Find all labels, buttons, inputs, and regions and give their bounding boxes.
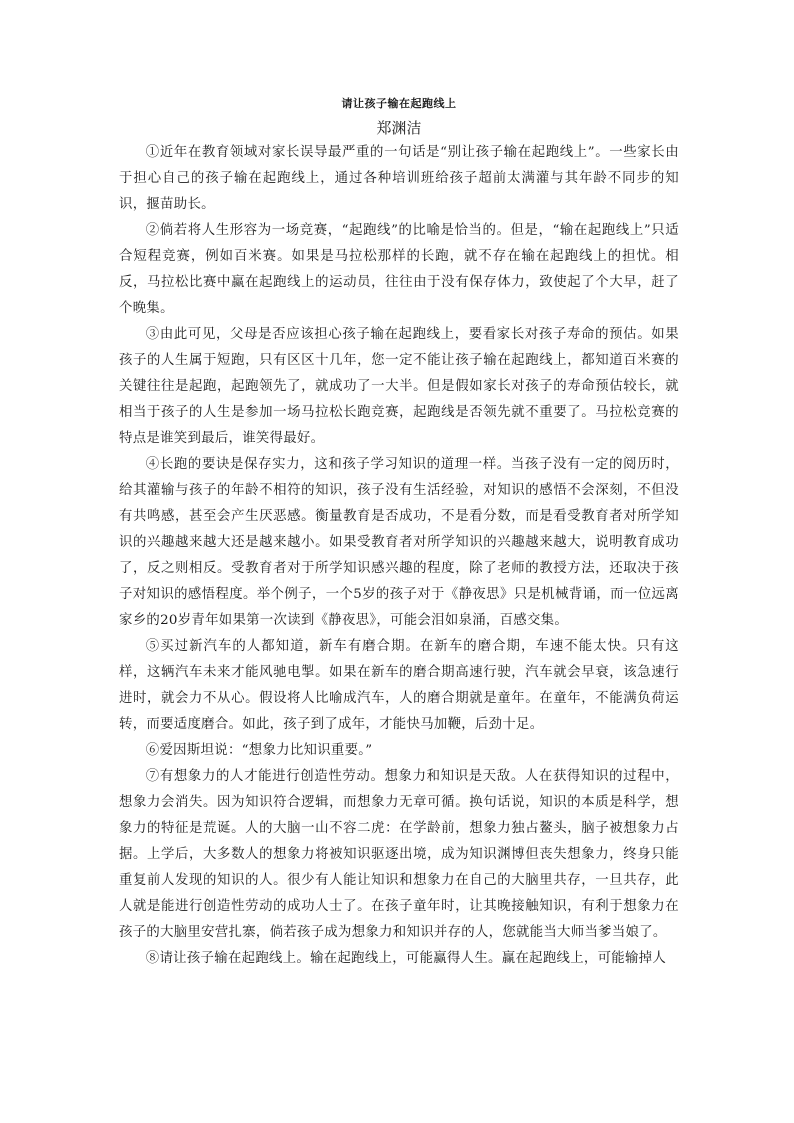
paragraph-3: ③由此可见，父母是否应该担心孩子输在起跑线上，要看家长对孩子寿命的预估。如果孩子的人生属于短跑，只有区区十几年，您一定不能让孩子输在起跑线上，都知道百米赛的关键往往是起跑，起跑领先了，就成功了一大半。但是假如家长对孩子的寿命预估较长，就相当于孩子的人生是参加一场马拉松长跑竞赛，起跑线是否领先就不重要了。马拉松竞赛的特点是谁笑到最后，谁笑得最好。 <box>119 327 679 446</box>
document-page <box>119 96 679 972</box>
paragraph-7: ⑦有想象力的人才能进行创造性劳动。想象力和知识是天敌。人在获得知识的过程中，想象力会消失。因为知识符合逻辑，而想象力无章可循。换句话说，知识的本质是科学，想象力的特征是荒诞。人的大脑一山不容二虎：在学龄前，想象力独占鳌头，脑子被想象力占据。上学后，大多数人的想象力将被知识驱逐出境，成为知识渊博但丧失想象力，终身只能重复前人发现的知识的人。很少有人能让知识和想象力在自己的大脑里共存，一旦共存，此人就是能进行创造性劳动的成功人士了。在孩子童年时，让其晚接触知识，有利于想象力在孩子的大脑里安营扎寨，倘若孩子成为想象力和知识并存的人，您就能当大师当爹当娘了。 <box>119 769 679 940</box>
document-title: 请让孩子输在起跑线上 <box>341 97 457 110</box>
paragraph-8: ⑧请让孩子输在起跑线上。输在起跑线上，可能赢得人生。赢在起跑线上，可能输掉人 <box>145 951 667 966</box>
paragraph-4: ④长跑的要诀是保存实力，这和孩子学习知识的道理一样。当孩子没有一定的阅历时，给其灌输与孩子的年龄不相符的知识，孩子没有生活经验，对知识的感悟不会深刻，不但没有共鸣感，甚至会产生厌恶感。衡量教育是否成功，不是看分数，而是看受教育者对所学知识的兴趣越来越大还是越来越小。如果受教育者对所学知识的兴趣越来越大，说明教育成功了，反之则相反。受教育者对于所学知识感兴趣的程度，除了老师的教授方法，还取决于孩子对知识的感悟程度。举个例子，一个5岁的孩子对于《静夜思》只是机械背诵，而一位远离家乡的20岁青年如果第一次读到《静夜思》，可能会泪如泉涌，百感交集。 <box>119 457 679 628</box>
document-author: 郑渊洁 <box>376 119 422 137</box>
paragraph-5: ⑤买过新汽车的人都知道，新车有磨合期。在新车的磨合期，车速不能太快。只有这样，这辆汽车未来才能风驰电掣。如果在新车的磨合期高速行驶，汽车就会早衰，该急速行进时，就会力不从心。假设将人比喻成汽车，人的磨合期就是童年。在童年，不能满负荷运转，而要适度磨合。如此，孩子到了成年，才能快马加鞭，后劲十足。 <box>119 639 679 732</box>
paragraph-1: ①近年在教育领域对家长误导最严重的一句话是“别让孩子输在起跑线上”。一些家长由于担心自己的孩子输在起跑线上，通过各种培训班给孩子超前太满灌与其年龄不同步的知识，揠苗助长。 <box>119 145 679 212</box>
paragraph-6: ⑥爱因斯坦说：“想象力比知识重要。” <box>145 743 373 758</box>
paragraph-2: ②倘若将人生形容为一场竞赛，“起跑线”的比喻是恰当的。但是，“输在起跑线上”只适合短程竞赛，例如百米赛。如果是马拉松那样的长跑，就不存在输在起跑线上的担忧。相反，马拉松比赛中赢在起跑线上的运动员，往往由于没有保存体力，致使起了个大早，赶了个晚集。 <box>119 223 679 316</box>
